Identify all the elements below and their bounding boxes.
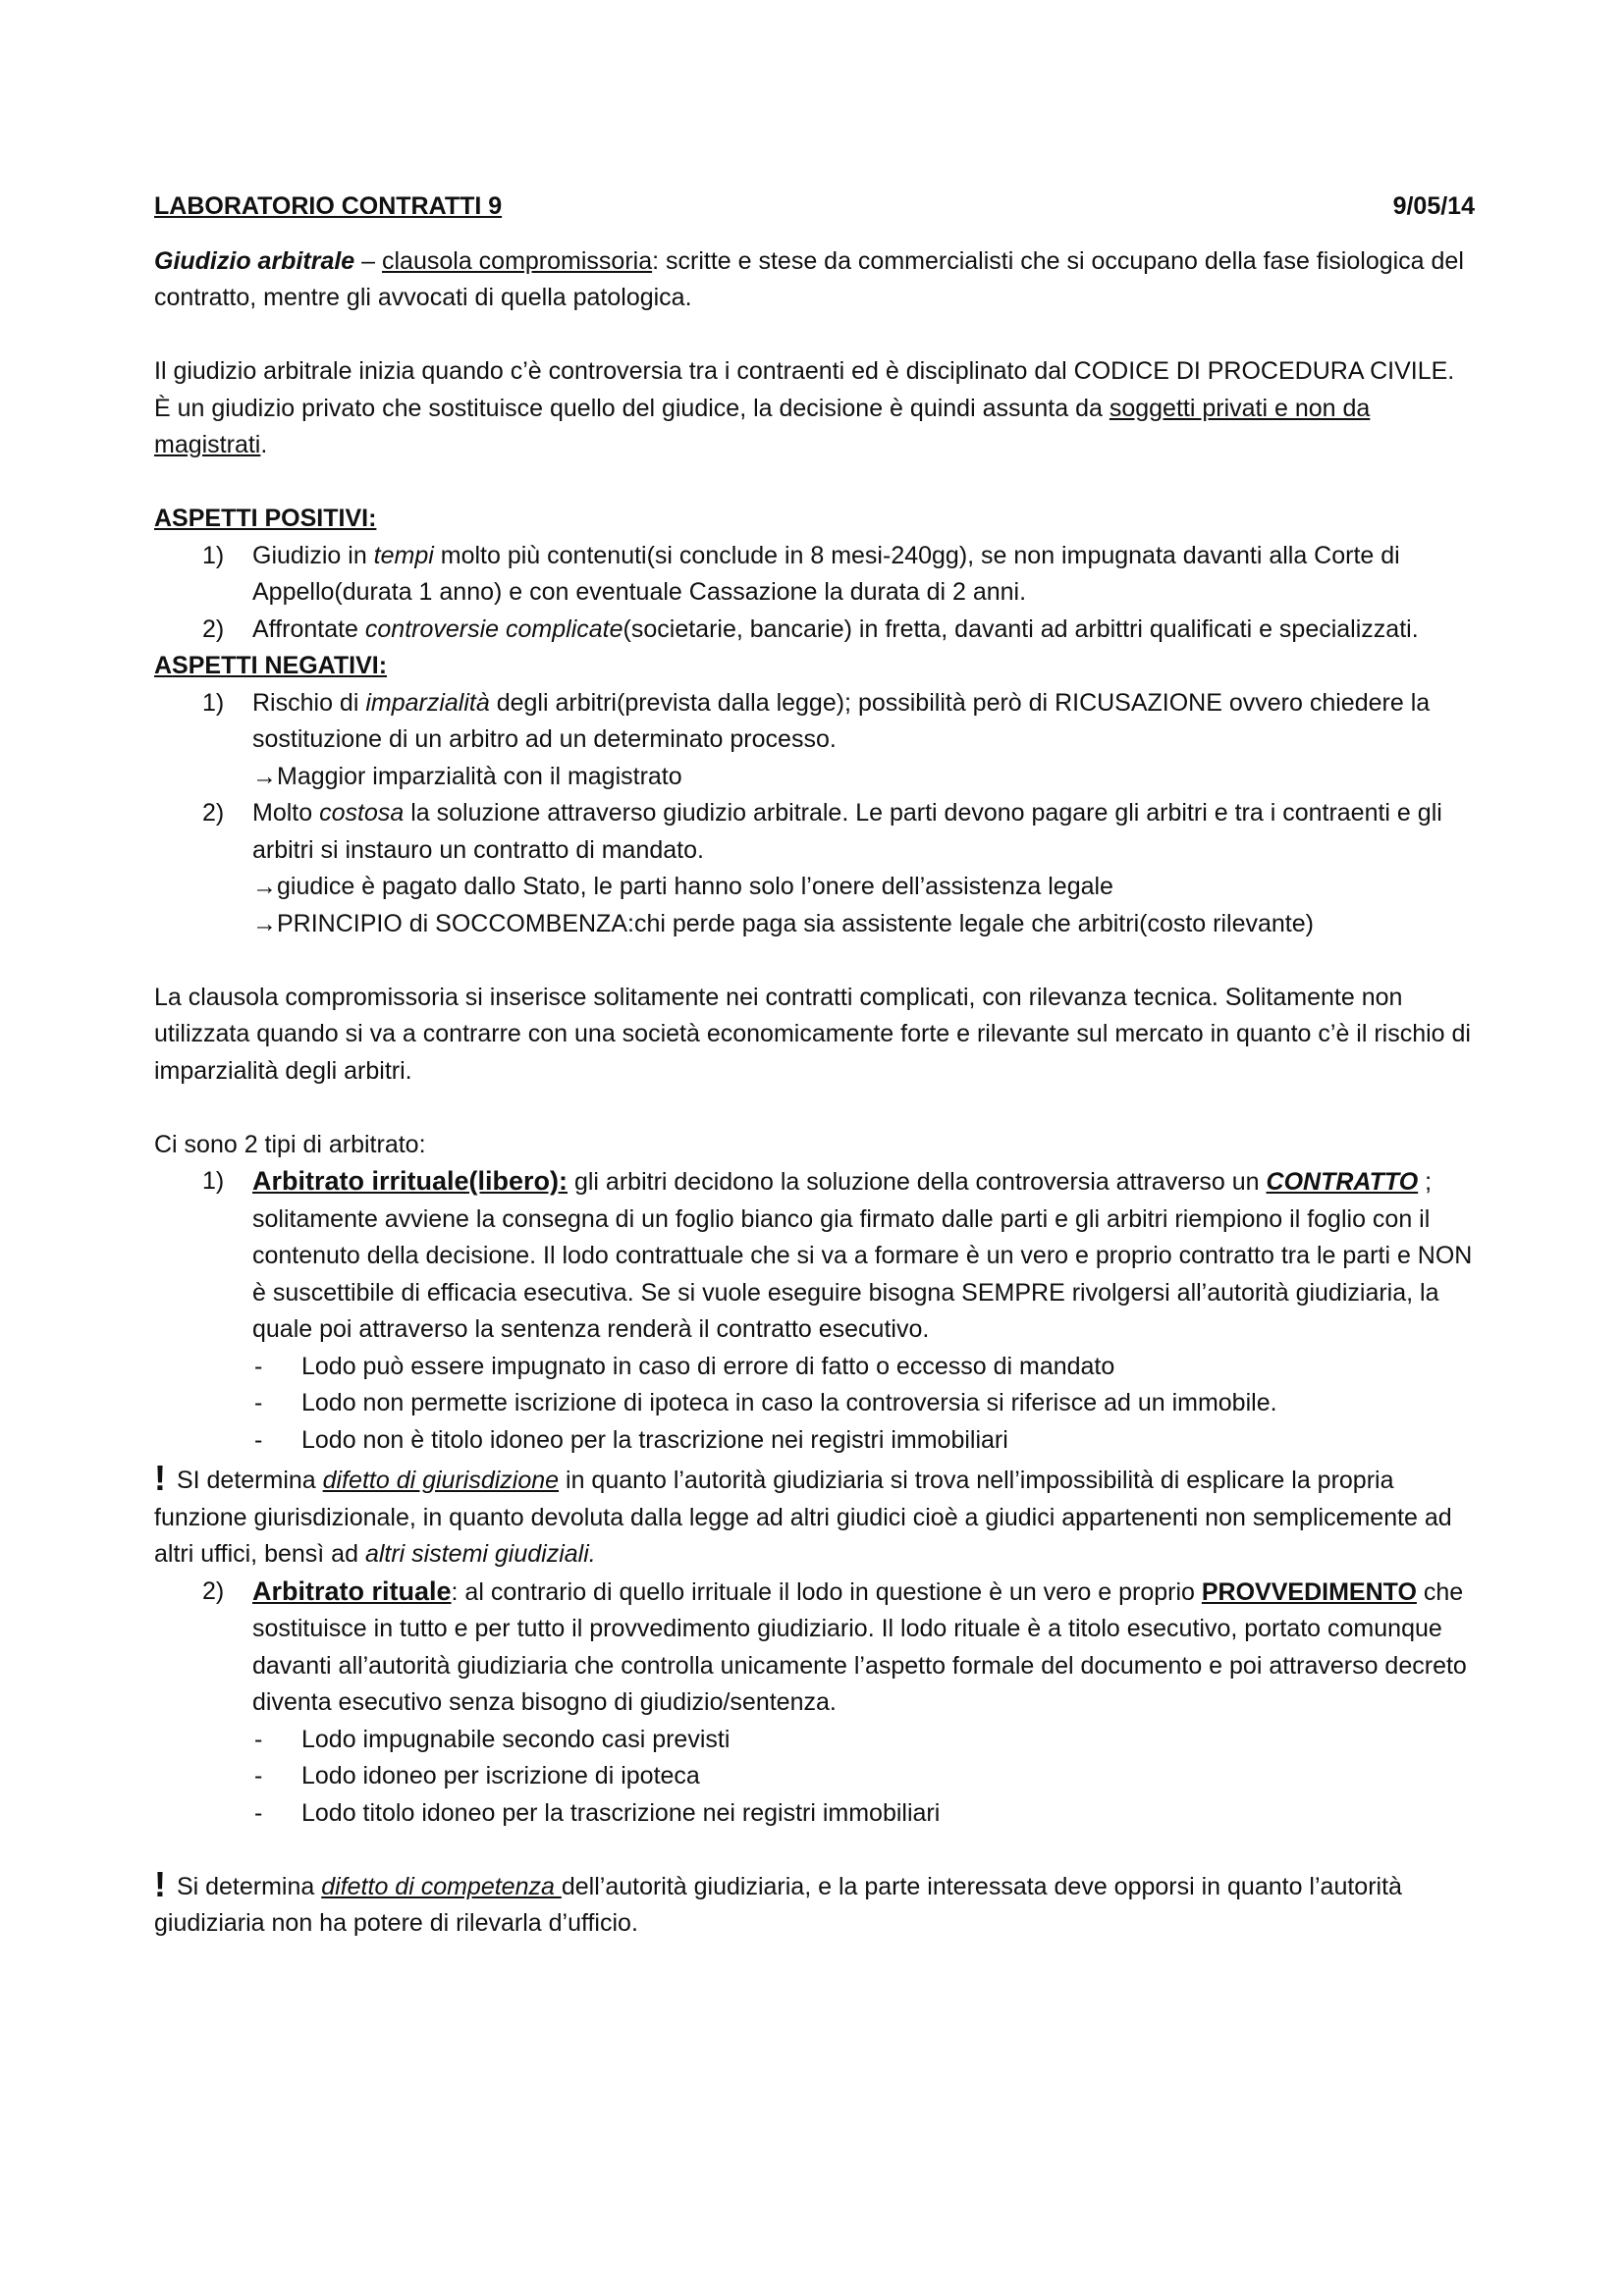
clause-paragraph: La clausola compromissoria si inserisce solitamente nei contratti complicati, con rilevanza tecnica. Solitamente non utilizzata quando si va a contrarre con una società economicamente forte e rilevante sul mercato in quanto c’è il rischio di imparzialità degli arbitri.: [154, 983, 1471, 1085]
rituale-title: Arbitrato rituale: [252, 1575, 452, 1606]
irrituale-bullet: - Lodo può essere impugnato in caso di errore di fatto o eccesso di mandato: [254, 1352, 1115, 1380]
competenza-note: ! Si determina difetto di competenza dell’autorità giudiziaria, e la parte interessata deve opporsi in quanto l’autorità giudiziaria non ha potere di rilevarla d’ufficio.: [154, 1863, 1402, 1937]
negativi-item-2-arrow-1: →giudice è pagato dallo Stato, le parti hanno solo l’onere dell’assistenza legale: [252, 873, 1113, 900]
rituale-bullet: - Lodo titolo idoneo per la trascrizione nei registri immobiliari: [254, 1798, 941, 1827]
intro-term: Giudizio arbitrale: [154, 246, 355, 275]
negativi-heading: ASPETTI NEGATIVI:: [154, 652, 388, 679]
rituale-bullet: - Lodo idoneo per iscrizione di ipoteca: [254, 1762, 700, 1789]
doc-header: [154, 188, 1475, 226]
procedure-paragraph: Il giudizio arbitrale inizia quando c’è controversia tra i contraenti ed è disciplinato dal CODICE DI PROCEDURA CIVILE. È un giudizio privato che sostituisce quello del giudice, la decisione è quindi assunta da soggetti privati e non da magistrati.: [154, 357, 1455, 458]
negativi-item-1: 1) Rischio di imparzialità degli arbitri(prevista dalla legge); possibilità però di RICUSAZIONE ovvero chiedere la sostituzione di un arbitro ad un determinato processo.: [202, 688, 1431, 753]
contratto-term: CONTRATTO: [1266, 1168, 1419, 1196]
giurisdizione-note: ! SI determina difetto di giurisdizione in quanto l’autorità giudiziaria si trova nell’impossibilità di esplicare la propria funzione giurisdizionale, in quanto devoluta dalla legge ad altri giudici cioè a giudici appartenenti non semplicemente ad altri uffici, bensì ad altri sistemi giudiziali.: [154, 1458, 1452, 1568]
private-subjects: soggetti privati e non da magistrati: [154, 394, 1371, 458]
negativi-item-1-arrow: →Maggior imparzialità con il magistrato: [252, 762, 682, 790]
irrituale-bullet: - Lodo non permette iscrizione di ipoteca in caso la controversia si riferisce ad un immobile.: [254, 1389, 1277, 1416]
exclamation-icon: !: [154, 1863, 166, 1904]
positivi-item-1: 1) Giudizio in tempi molto più contenuti(si conclude in 8 mesi-240gg), se non impugnata davanti alla Corte di Appello(durata 1 anno) e con eventuale Cassazione la durata di 2 anni.: [202, 541, 1400, 606]
positivi-heading: ASPETTI POSITIVI:: [154, 505, 377, 532]
negativi-item-2: 2) Molto costosa la soluzione attraverso giudizio arbitrale. Le parti devono pagare gli arbitri e tra i contraenti e gli arbitri si instauro un contratto di mandato.: [202, 799, 1442, 864]
irrituale-title: Arbitrato irrituale(libero):: [252, 1166, 568, 1196]
doc-title: LABORATORIO CONTRATTI 9: [154, 192, 503, 220]
rituale-bullet: - Lodo impugnabile secondo casi previsti: [254, 1725, 731, 1753]
negativi-item-2-arrow-2: →PRINCIPIO di SOCCOMBENZA:chi perde paga sia assistente legale che arbitri(costo rilevante): [252, 909, 1314, 937]
types-intro: Ci sono 2 tipi di arbitrato:: [154, 1130, 426, 1158]
rituale-item: 2) Arbitrato rituale: al contrario di quello irrituale il lodo in questione è un vero e proprio PROVVEDIMENTO che sostituisce in tutto e per tutto il provvedimento giudiziario. Il lodo rituale è a titolo esecutivo, portato comunque davanti all’autorità giudiziaria che controlla unicamente l’aspetto formale del documento e poi attraverso decreto diventa esecutivo senza bisogno di giudizio/sentenza.: [202, 1575, 1467, 1716]
document-body: [154, 188, 1475, 1943]
intro-clause: clausola compromissoria: [382, 246, 653, 275]
irrituale-item: 1) Arbitrato irrituale(libero): gli arbitri decidono la soluzione della controversia attraverso un CONTRATTO ; solitamente avviene la consegna di un foglio bianco gia firmato dalle parti e gli arbitri riempiono il foglio con il contenuto della decisione. Il lodo contrattuale che si va a formare è un vero e proprio contratto tra le parti e NON è suscettibile di efficacia esecutiva. Se si vuole eseguire bisogna SEMPRE rivolgersi all’autorità giudiziaria, la quale poi attraverso la sentenza renderà il contratto esecutivo.: [202, 1166, 1473, 1343]
positivi-item-2: 2) Affrontate controversie complicate(societarie, bancarie) in fretta, davanti ad arbittri qualificati e specializzati.: [202, 614, 1419, 643]
intro-paragraph: Giudizio arbitrale – clausola compromissoria: scritte e stese da commercialisti che si occupano della fase fisiologica del contratto, mentre gli avvocati di quella patologica.: [154, 246, 1464, 311]
irrituale-bullet: - Lodo non è titolo idoneo per la trascrizione nei registri immobiliari: [254, 1425, 1008, 1454]
provvedimento-term: PROVVEDIMENTO: [1201, 1577, 1417, 1606]
exclamation-icon: !: [154, 1458, 166, 1498]
doc-date: 9/05/14: [1392, 192, 1475, 220]
